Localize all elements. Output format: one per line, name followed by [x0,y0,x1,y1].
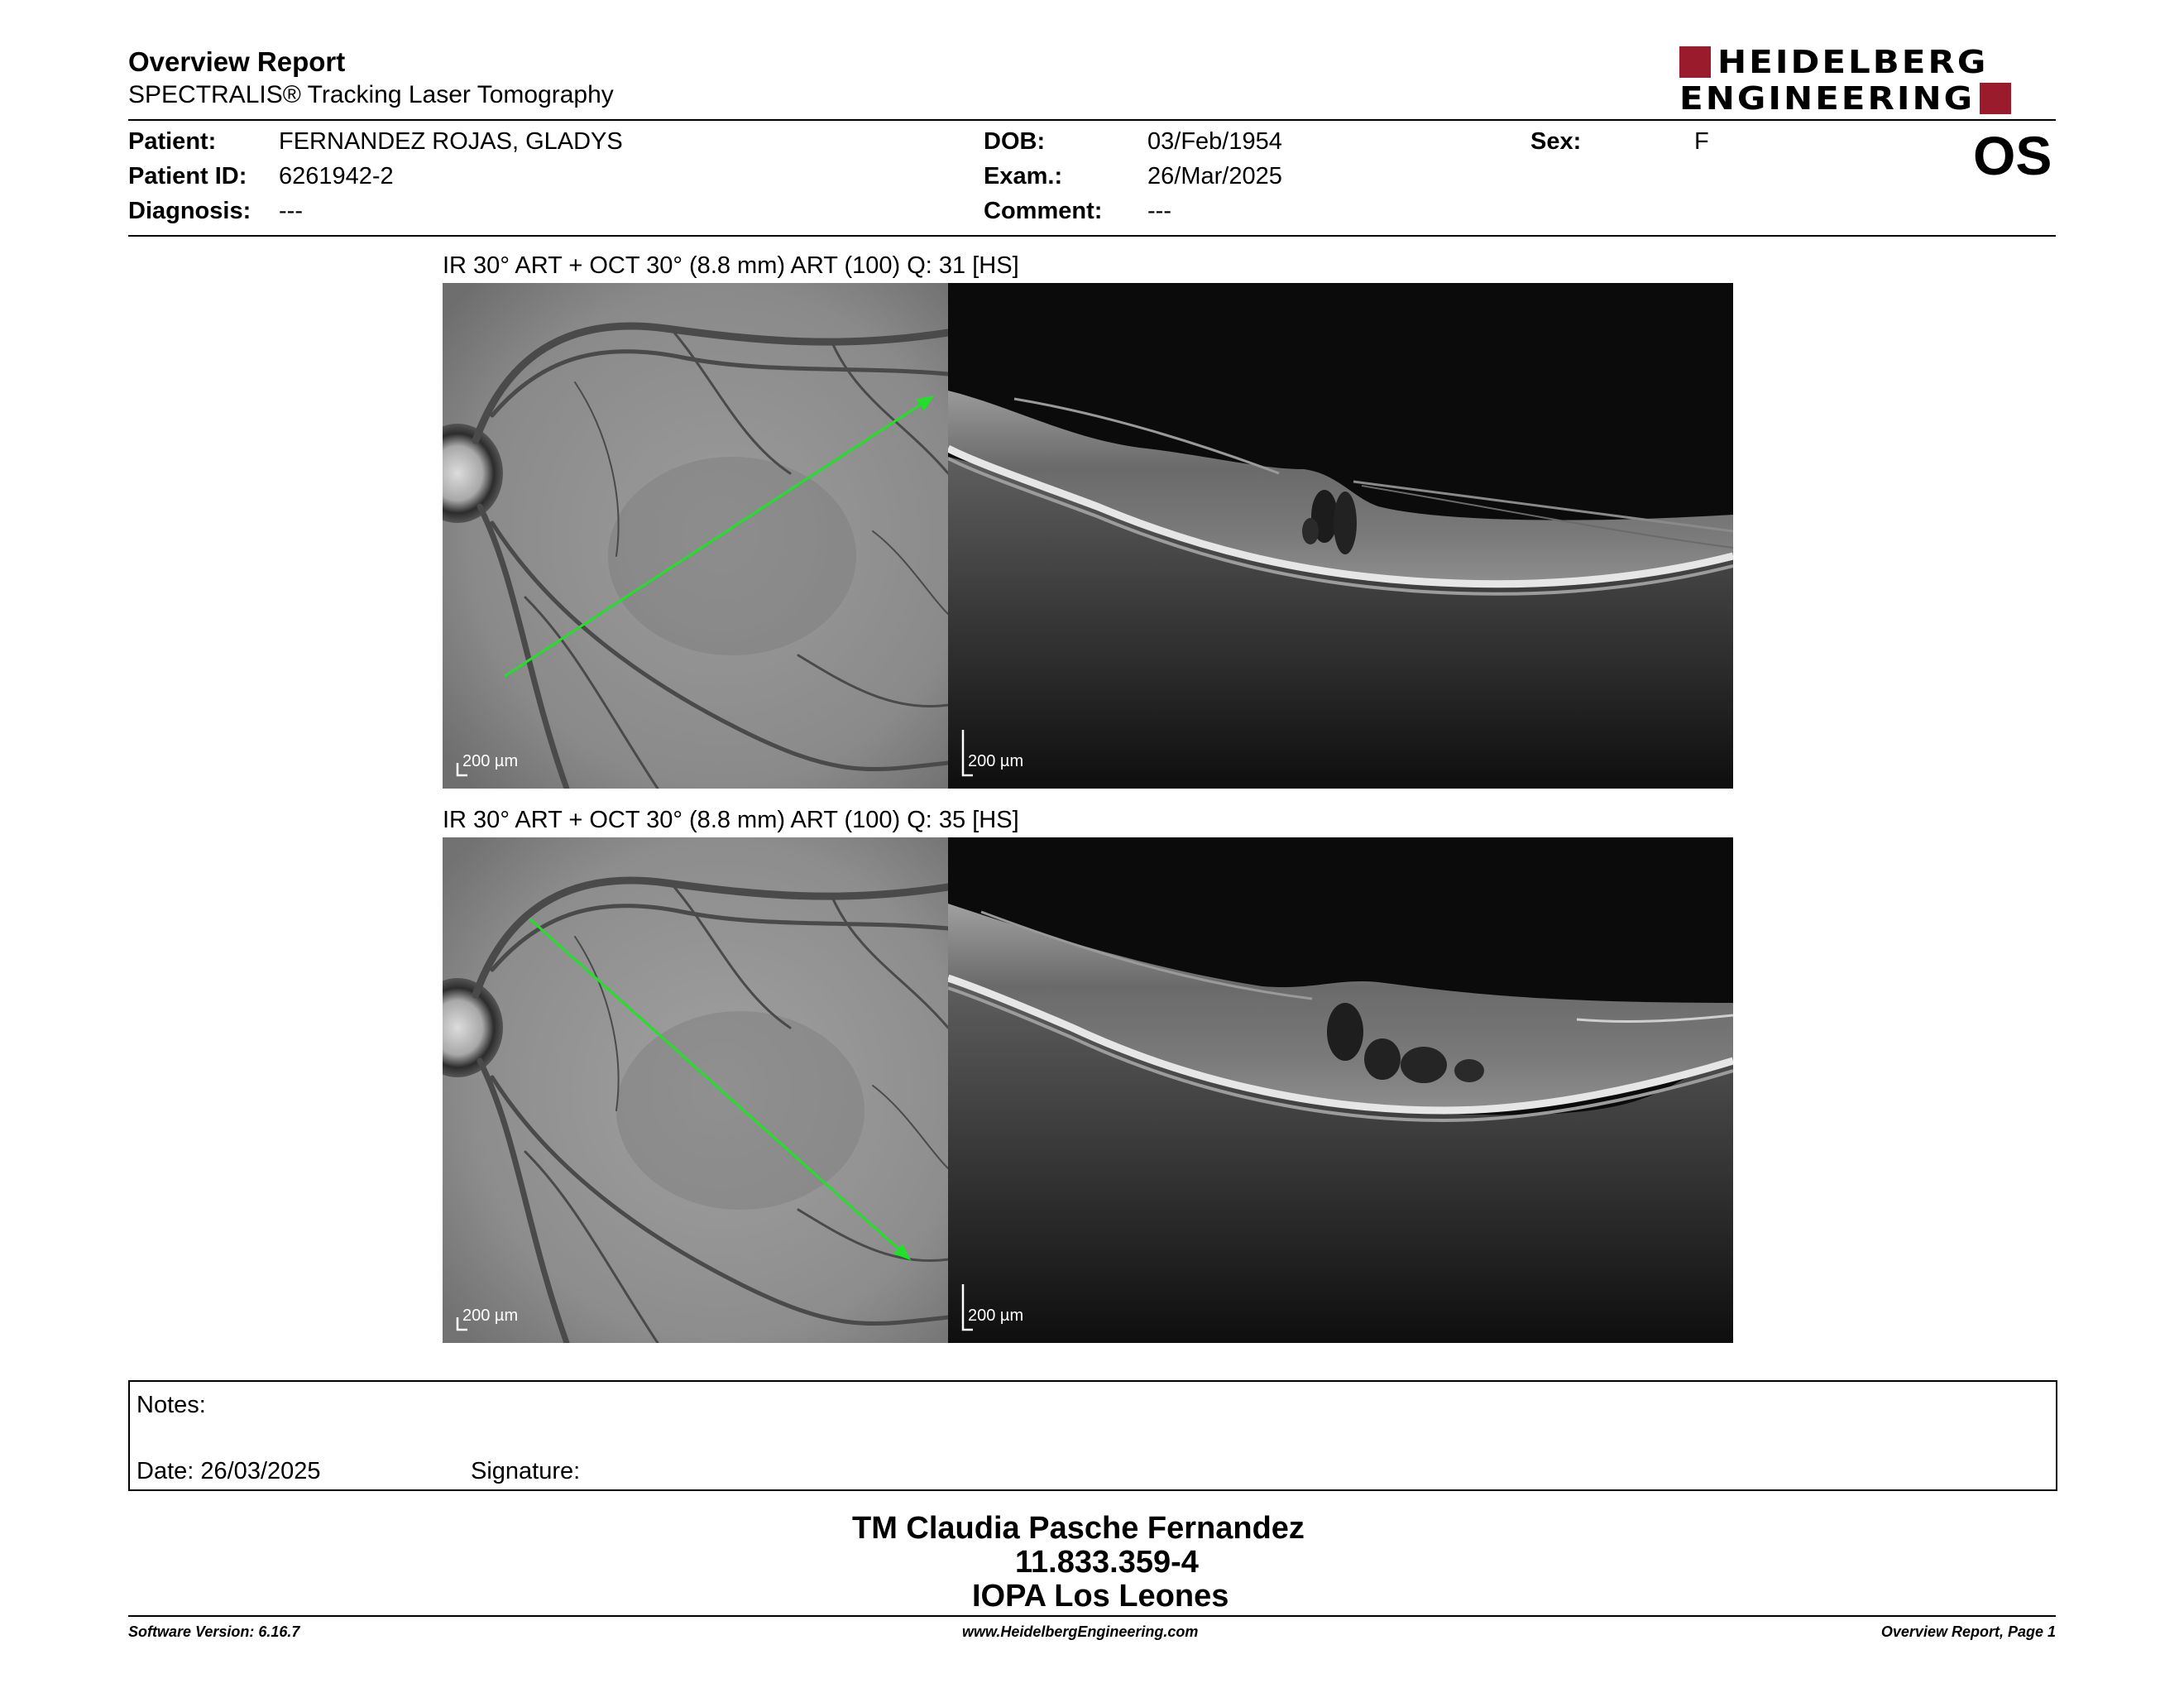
footer-divider [128,1615,2056,1617]
header-divider [128,119,2056,121]
scan2-oct-scale-label: 200 µm [968,1307,1024,1325]
patient-id: 6261942-2 [279,163,394,189]
sex-label: Sex: [1530,128,1582,155]
signatory-name: TM Claudia Pasche Fernandez [852,1511,1305,1546]
software-version: Software Version: 6.16.7 [128,1623,300,1640]
scan2-ir-scale-label: 200 µm [462,1307,519,1325]
page-number: Overview Report, Page 1 [1880,1623,2056,1640]
scan1-caption: IR 30° ART + OCT 30° (8.8 mm) ART (100) Q: 31 [HS] [443,252,1019,279]
exam-label: Exam.: [984,163,1063,189]
signatory-institution: IOPA Los Leones [972,1579,1229,1614]
heidelberg-logo [1679,43,2056,117]
scan2-oct-bscan-image [948,837,1733,1343]
report-title: Overview Report [128,46,346,77]
exam-value: 26/Mar/2025 [1147,163,1282,189]
eye-indicator: OS [1973,125,2052,186]
scan2-caption: IR 30° ART + OCT 30° (8.8 mm) ART (100) Q: 35 [HS] [443,807,1019,833]
dob-label: DOB: [984,128,1046,155]
date-label: Date: 26/03/2025 [136,1458,321,1484]
patient-divider [128,235,2056,237]
scan2-ir-fundus-image [443,837,948,1343]
website-link[interactable]: www.HeidelbergEngineering.com [962,1623,1199,1640]
diagnosis-value: --- [279,198,303,224]
scan1-oct-bscan-image [948,283,1733,789]
comment-value: --- [1147,198,1171,224]
patient-name: FERNANDEZ ROJAS, GLADYS [279,128,623,155]
scan1-ir-fundus-image [443,283,948,789]
sex-value: F [1694,128,1709,155]
scan1-ir-scale-label: 200 µm [462,752,519,770]
logo-line1: HEIDELBERG [1717,43,1989,81]
notes-label: Notes: [136,1392,206,1418]
dob-value: 03/Feb/1954 [1147,128,1282,155]
notes-box[interactable] [128,1380,2057,1491]
logo-square-left [1679,46,1711,78]
logo-line2: ENGINEERING [1679,79,1976,117]
scan1-oct-scale-label: 200 µm [968,752,1024,770]
comment-label: Comment: [984,198,1103,224]
patient-name-label: Patient: [128,128,217,155]
signatory-id: 11.833.359-4 [1015,1545,1199,1580]
report-subtitle: SPECTRALIS® Tracking Laser Tomography [128,81,614,108]
diagnosis-label: Diagnosis: [128,198,251,224]
signature-label: Signature: [471,1458,581,1484]
logo-square-right [1980,83,2011,114]
patient-id-label: Patient ID: [128,163,247,189]
